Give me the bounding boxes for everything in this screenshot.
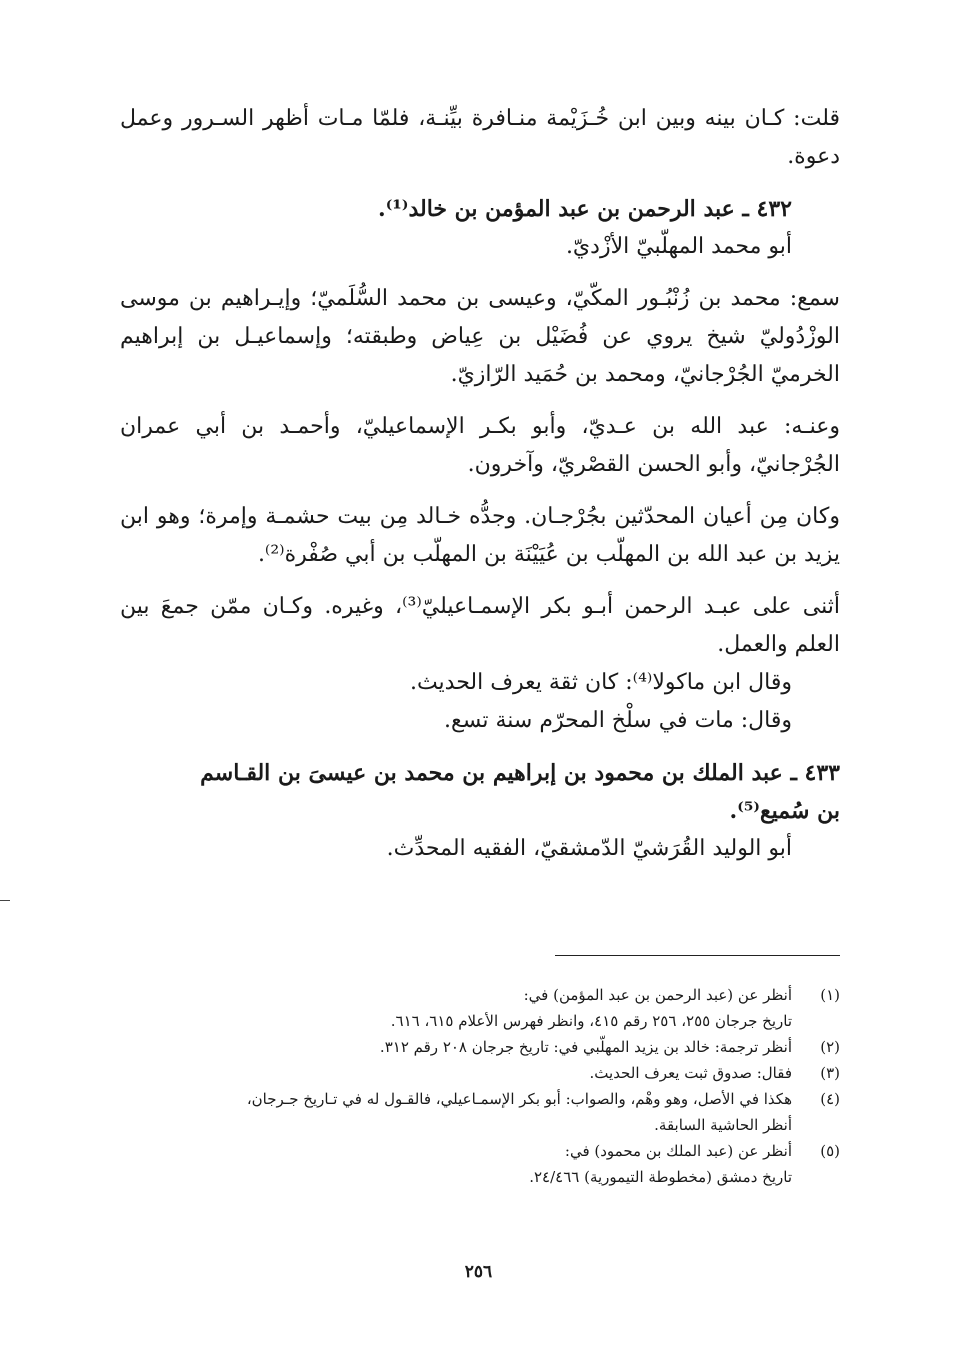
footnote-number: (٤) (820, 1090, 840, 1108)
footnote-line: أنظر الحاشية السابقة. (654, 1116, 792, 1134)
footnote-line: أنظر ترجمة: خالد بن يزيد المهلّبي في: تاريخ جرجان ٢٠٨ رقم ٣١٢. (379, 1038, 792, 1056)
footnote-number: (١) (820, 986, 840, 1004)
footnote-number: (٥) (820, 1142, 840, 1160)
entry-432-heading: ٤٣٢ ـ عبد الرحمن بن عبد المؤمن بن خالد⁽¹⁾. (378, 196, 792, 222)
paragraph-sami: سمع: محمد بن زُنْبُـور المكّيّ، وعيسى بن محمد السُّلَميّ؛ وإيـراهيم بن موسى الوزْدُوليّ شيخ يروي عن فُضَيْل بن عِياض وطبقته؛ وإسماعيـل بن إبراهيم الخرميّ الجُرْجانيّ، ومحمد بن حُمَيد الرّازيّ. (120, 286, 840, 387)
footnote-divider (555, 955, 840, 956)
footnote-4 (120, 1086, 840, 1138)
footnote-line: أنظر عن (عبد الملك بن محمود) في: (564, 1142, 792, 1160)
footnote-number: (٢) (820, 1038, 840, 1056)
paragraph-athna: أثنى على عبـد الرحمن أبـو بكر الإسمـاعيليّ⁽³⁾، وغيره. وكـان ممّن جمعَ بين العلم والعمل. (120, 594, 840, 657)
paragraph-qult (120, 100, 840, 176)
footnote-line: أنظر عن (عبد الرحمن بن عبد المؤمن) في: (523, 986, 792, 1004)
page-number: ٢٥٦ (464, 1262, 493, 1282)
footnote-line: تاريخ دمشق (مخطوطة التيمورية) ٢٤/٤٦٦. (529, 1168, 792, 1186)
margin-mark (0, 900, 10, 901)
entry-432-kunya: أبو محمد المهلّبيّ الأزْديّ. (565, 234, 792, 259)
footnote-line: فقال: صدوق ثبت يعرف الحديث. (589, 1064, 792, 1082)
entry-433-kunya: أبو الوليد القُرَشيّ الدّمشقيّ، الفقيه المحدِّث. (386, 836, 792, 861)
footnote-line: هكذا في الأصل، وهو وهْم، والصواب: أبو بكر الإسمـاعيلي، فالقـول له في تـاريخ جـرجان، (246, 1090, 792, 1108)
main-text (120, 100, 840, 868)
paragraph-makula: وقال ابن ماكولا⁽⁴⁾: كان ثقة يعرف الحديث. (409, 670, 792, 695)
paragraph-mat: وقال: مات في سلْخ المحرّم سنة تسع. (444, 708, 792, 733)
entry-433-heading-line2: بن سُميع⁽⁵⁾. (729, 798, 840, 824)
entry-433-heading-line1: ٤٣٣ ـ عبد الملك بن محمود بن إبراهيم بن محمد بن عيسىَ بن القـاسم (200, 760, 840, 786)
footnote-number: (٣) (820, 1064, 840, 1082)
footnotes (120, 982, 840, 1190)
footnote-3 (120, 1060, 840, 1086)
paragraph-qult-line2: وعمل دعوة. (120, 106, 840, 169)
footnote-1 (120, 982, 840, 1034)
footnote-2 (120, 1034, 840, 1060)
paragraph-qult-line1: قلت: كـان بينه وبين ابن خُـزَيْمة منـافرة بيِّنـة، فلمّا مـات أظهر السـرور (181, 106, 841, 131)
footnote-line: تاريخ جرجان ٢٥٥، ٢٥٦ رقم ٤١٥، وانظر فهرس الأعلام ٦١٥، ٦١٦. (390, 1012, 792, 1030)
paragraph-anhu: وعنـه: عبد الله بن عـديّ، وأبو بكـر الإسماعيليّ، وأحمـد بن أبي عمران الجُرْجانيّ، وأبو الحسن القصْريّ، وآخرون. (120, 414, 840, 477)
paragraph-kana: وكان مِن أعيان المحدّثين بجُرْجـان. وجدُّه خـالد مِن بيت حشمـة وإمرة؛ وهو ابن يزيد بن عبد الله بن المهلّب بن عُيَيْنَة بن المهلّب بن أبي صُفْرة⁽²⁾. (120, 504, 840, 567)
footnote-5 (120, 1138, 840, 1190)
